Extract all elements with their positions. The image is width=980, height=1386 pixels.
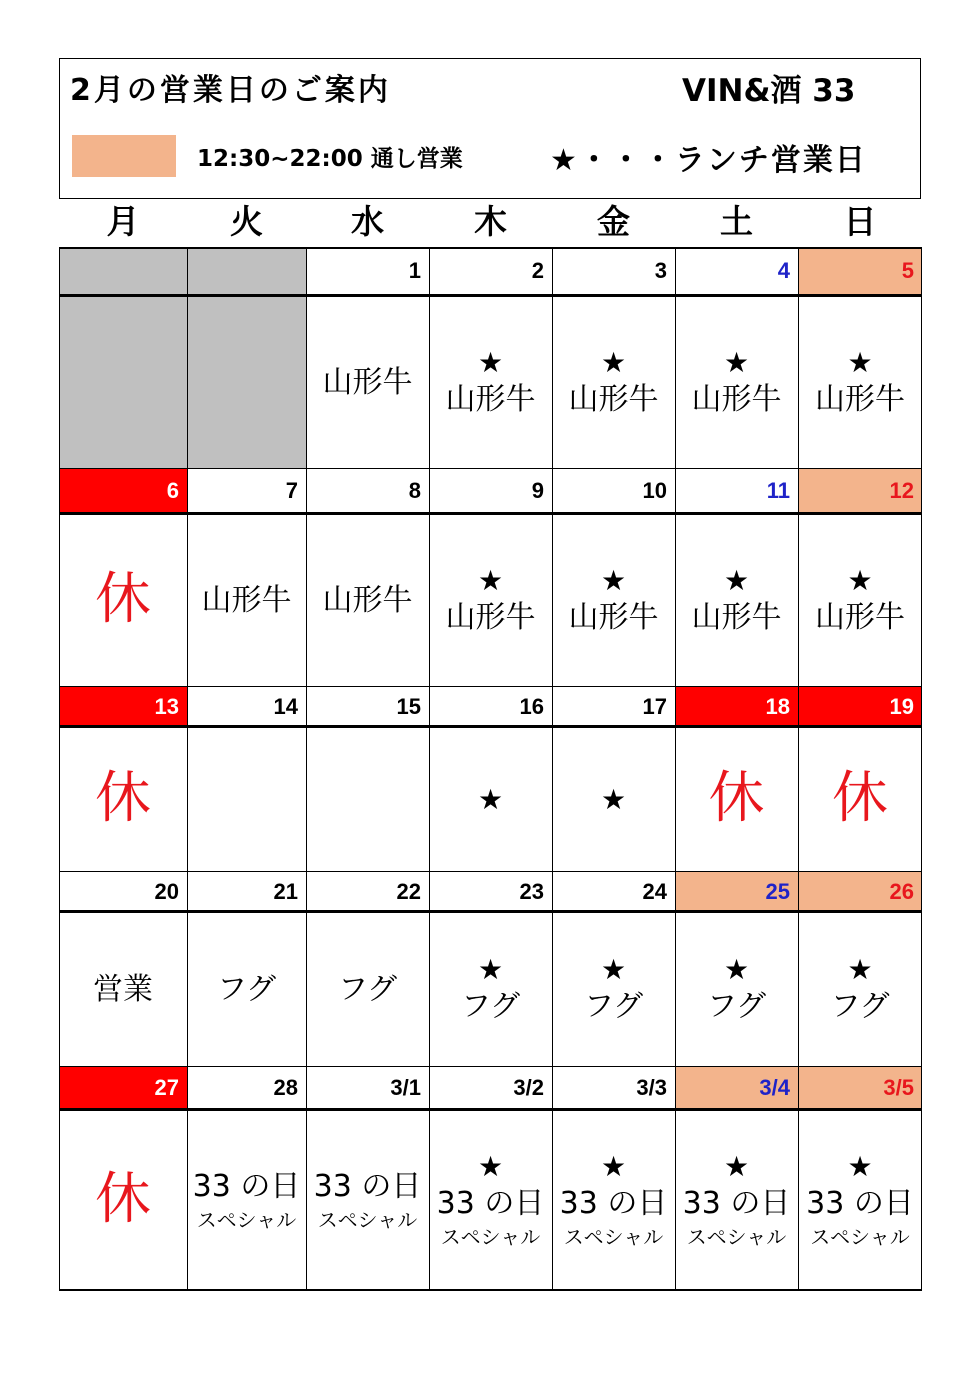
lunch-star-icon: ★ [600, 953, 627, 986]
day-content-w2 [306, 513, 429, 687]
menu-label: 山形牛 [568, 382, 659, 417]
grid-line [429, 247, 430, 1291]
day-content-w3 [675, 726, 798, 872]
date-cell: 20 [59, 872, 187, 911]
date-cell: 14 [187, 687, 306, 726]
menu-label: 33 の日 [682, 1186, 791, 1221]
date-cell: 11 [675, 469, 798, 513]
day-content-w1 [675, 295, 798, 469]
lunch-star-icon: ★ [477, 1150, 504, 1183]
lunch-star-icon: ★ [723, 1150, 750, 1183]
menu-label: 山形牛 [322, 582, 413, 618]
day-content-w4 [675, 911, 798, 1067]
day-content-w5 [675, 1109, 798, 1291]
day-content-w3 [187, 726, 306, 872]
day-content-w2 [552, 513, 675, 687]
calendar-grid [59, 247, 922, 1291]
date-cell: 19 [798, 687, 922, 726]
grid-line [59, 468, 922, 469]
menu-label: 山形牛 [445, 382, 536, 417]
menu-label: フグ [583, 989, 644, 1024]
menu-label: 山形牛 [201, 582, 292, 618]
menu-label: 33 の日 [806, 1186, 914, 1221]
day-content-w3 [552, 726, 675, 872]
menu-label: 山形牛 [568, 600, 659, 635]
lunch-star-icon: ★ [477, 346, 504, 379]
grid-line [59, 1289, 922, 1291]
lunch-star-icon: ★ [477, 564, 504, 597]
date-cell [187, 247, 306, 295]
date-cell: 9 [429, 469, 552, 513]
day-content-w4 [187, 911, 306, 1067]
closed-mark: 休 [95, 766, 151, 832]
grid-line [59, 1108, 922, 1111]
date-cell: 3/3 [552, 1067, 675, 1109]
weekday-label: 月 [106, 202, 140, 241]
date-cell: 10 [552, 469, 675, 513]
day-content-w2 [59, 513, 187, 687]
lunch-star-icon: ★ [847, 953, 873, 986]
grid-line [921, 247, 922, 1291]
weekday-label: 日 [843, 202, 877, 241]
day-content-w2 [675, 513, 798, 687]
date-cell: 6 [59, 469, 187, 513]
grid-line [187, 247, 188, 1291]
special-label: スペシャル [686, 1225, 787, 1249]
lunch-star-icon: ★ [600, 346, 627, 379]
menu-label: 山形牛 [691, 600, 782, 635]
special-label: スペシャル [810, 1225, 910, 1249]
grid-line [59, 910, 922, 913]
grid-line [59, 725, 922, 728]
grid-line [552, 247, 553, 1291]
special-label: スペシャル [317, 1207, 418, 1232]
date-cell: 2 [429, 247, 552, 295]
menu-label: フグ [830, 989, 890, 1024]
date-cell: 1 [306, 247, 429, 295]
day-content-w3 [429, 726, 552, 872]
day-content-w5 [187, 1109, 306, 1291]
day-content-w4 [429, 911, 552, 1067]
date-cell: 15 [306, 687, 429, 726]
grid-line [59, 294, 922, 297]
lunch-star-icon: ★ [723, 953, 750, 986]
grid-line [59, 247, 922, 249]
day-content-w1 [306, 295, 429, 469]
menu-label: フグ [460, 989, 521, 1024]
page-title: 2月の営業日のご案内 [70, 73, 391, 108]
date-cell: 13 [59, 687, 187, 726]
legend-lunch-text: ★・・・ランチ営業日 [550, 143, 867, 178]
menu-label: 山形牛 [815, 600, 905, 635]
menu-label: 33 の日 [313, 1168, 422, 1204]
weekday-label: 金 [597, 202, 630, 241]
menu-label: 33 の日 [559, 1186, 668, 1221]
date-cell: 3 [552, 247, 675, 295]
grid-line [59, 871, 922, 872]
grid-line [59, 512, 922, 515]
day-content-w1 [552, 295, 675, 469]
day-content-w4 [306, 911, 429, 1067]
lunch-star-icon: ★ [600, 1150, 627, 1183]
date-cell: 26 [798, 872, 922, 911]
day-content-w1 [187, 295, 306, 469]
date-cell: 22 [306, 872, 429, 911]
special-label: スペシャル [440, 1225, 541, 1249]
grid-line [675, 247, 676, 1291]
closed-mark: 休 [832, 766, 888, 832]
day-content-w1 [429, 295, 552, 469]
lunch-star-icon: ★ [723, 564, 750, 597]
date-cell: 25 [675, 872, 798, 911]
date-cell: 5 [798, 247, 922, 295]
day-content-w4 [552, 911, 675, 1067]
menu-label: 33 の日 [192, 1168, 301, 1204]
date-cell: 3/1 [306, 1067, 429, 1109]
lunch-star-icon: ★ [847, 346, 873, 379]
lunch-star-icon: ★ [477, 782, 504, 816]
lunch-star-icon: ★ [723, 346, 750, 379]
grid-line [306, 247, 307, 1291]
day-content-w5 [306, 1109, 429, 1291]
lunch-star-icon: ★ [847, 1150, 873, 1183]
date-cell: 27 [59, 1067, 187, 1109]
menu-label: 山形牛 [815, 382, 905, 417]
legend-swatch-long-hours [72, 135, 176, 177]
day-content-w3 [798, 726, 922, 872]
day-content-w5 [59, 1109, 187, 1291]
day-content-w3 [59, 726, 187, 872]
date-cell: 18 [675, 687, 798, 726]
date-cell: 3/2 [429, 1067, 552, 1109]
menu-label: 山形牛 [445, 600, 536, 635]
day-content-w2 [187, 513, 306, 687]
day-content-w5 [798, 1109, 922, 1291]
legend-hours-text: 12:30~22:00 通し営業 [197, 146, 463, 172]
menu-label: フグ [706, 989, 767, 1024]
date-cell: 3/5 [798, 1067, 922, 1109]
weekday-label: 木 [474, 202, 507, 241]
date-cell: 21 [187, 872, 306, 911]
lunch-star-icon: ★ [600, 564, 627, 597]
date-cell: 3/4 [675, 1067, 798, 1109]
date-cell [59, 247, 187, 295]
date-cell: 17 [552, 687, 675, 726]
day-content-w3 [306, 726, 429, 872]
date-cell: 12 [798, 469, 922, 513]
menu-label: フグ [216, 971, 277, 1007]
menu-label: フグ [337, 971, 398, 1007]
menu-label: 山形牛 [322, 364, 413, 400]
date-cell: 24 [552, 872, 675, 911]
special-label: スペシャル [563, 1225, 664, 1249]
closed-mark: 休 [95, 1167, 151, 1233]
weekday-label: 水 [351, 202, 384, 241]
day-content-w4 [59, 911, 187, 1067]
day-content-w4 [798, 911, 922, 1067]
menu-label: 山形牛 [691, 382, 782, 417]
grid-line [59, 686, 922, 687]
special-label: スペシャル [196, 1207, 297, 1232]
weekday-label: 土 [720, 202, 753, 241]
grid-line [59, 1066, 922, 1067]
weekday-label: 火 [230, 202, 263, 241]
day-content-w2 [798, 513, 922, 687]
day-content-w2 [429, 513, 552, 687]
header-box [59, 58, 921, 199]
date-cell: 4 [675, 247, 798, 295]
grid-line [798, 247, 799, 1291]
date-cell: 16 [429, 687, 552, 726]
date-cell: 28 [187, 1067, 306, 1109]
menu-label: 33 の日 [436, 1186, 545, 1221]
day-content-w1 [798, 295, 922, 469]
day-content-w1 [59, 295, 187, 469]
day-content-w5 [429, 1109, 552, 1291]
closed-mark: 休 [708, 766, 765, 832]
date-cell: 7 [187, 469, 306, 513]
closed-mark: 休 [95, 567, 151, 633]
date-cell: 8 [306, 469, 429, 513]
shop-name: VIN&酒 33 [682, 73, 856, 109]
lunch-star-icon: ★ [600, 782, 627, 816]
day-content-w5 [552, 1109, 675, 1291]
weekday-header-row [59, 199, 922, 247]
lunch-star-icon: ★ [847, 564, 873, 597]
date-cell: 23 [429, 872, 552, 911]
lunch-star-icon: ★ [477, 953, 504, 986]
grid-line [59, 247, 60, 1291]
menu-label: 営業 [93, 971, 153, 1007]
